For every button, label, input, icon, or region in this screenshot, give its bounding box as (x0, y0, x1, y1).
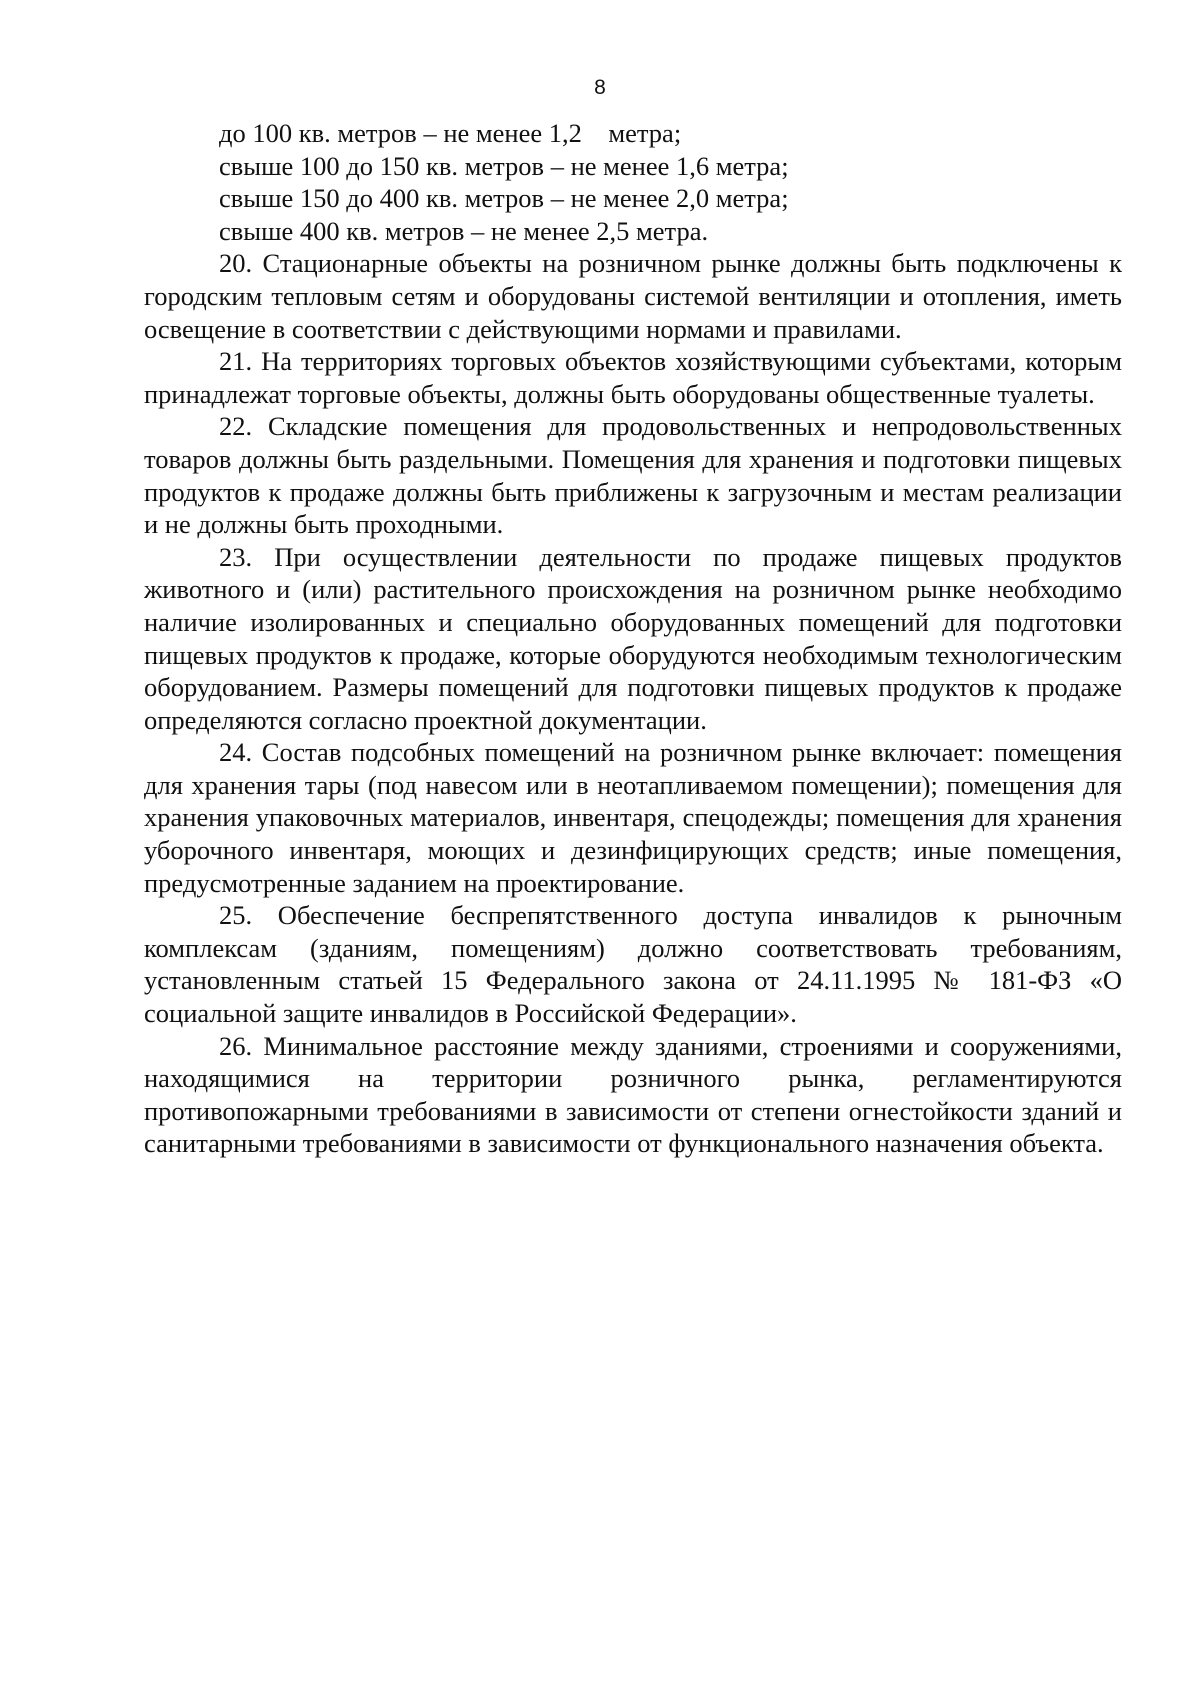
paragraph-22: 22. Складские помещения для продовольственных и непродовольственных товаров должны быть раздельными. Помещения для хранения и подготовки пищевых продуктов к продаже должны быть приближены к загрузочным и местам реализации и не должны быть проходными. (144, 411, 1122, 540)
paragraph-24: 24. Состав подсобных помещений на розничном рынке включает: помещения для хранения тары (под навесом или в неотапливаемом помещении); помещения для хранения упаковочных материалов, инвентаря, спецодежды; помещения для хранения уборочного инвентаря, моющих и дезинфицирующих средств; иные помещения, предусмотренные заданием на проектирование. (144, 737, 1122, 898)
list-line-100-to-150: свыше 100 до 150 кв. метров – не менее 1,6 метра; (219, 150, 789, 181)
page-number: 8 (594, 76, 606, 99)
list-line-over-400: свыше 400 кв. метров – не менее 2,5 метра. (219, 215, 709, 246)
paragraph-23: 23. При осуществлении деятельности по продаже пищевых продуктов животного и (или) растительного происхождения на розничном рынке необходимо наличие изолированных и специально оборудованных помещений для подготовки пищевых продуктов к продаже, которые оборудуются необходимым технологическим оборудованием. Размеры помещений для подготовки пищевых продуктов к продаже определяются согласно проектной документации. (144, 541, 1122, 735)
document-body (144, 117, 1122, 1160)
paragraph-20: 20. Стационарные объекты на розничном рынке должны быть подключены к городским тепловым сетям и оборудованы системой вентиляции и отопления, иметь освещение в соответствии с действующими нормами и правилами. (144, 248, 1122, 344)
paragraph-25: 25. Обеспечение беспрепятственного доступа инвалидов к рыночным комплексам (зданиям, помещениям) должно соответствовать требованиям, установленным статьей 15 Федерального закона от 24.11.1995 № 181-ФЗ «О социальной защите инвалидов в Российской Федерации». (144, 900, 1122, 1029)
list-line-150-to-400: свыше 150 до 400 кв. метров – не менее 2,0 метра; (219, 183, 789, 214)
list-line-up-to-100: до 100 кв. метров – не менее 1,2 метра; (219, 118, 682, 148)
paragraph-26: 26. Минимальное расстояние между зданиями, строениями и сооружениями, находящимися на территории розничного рынка, регламентируются противопожарными требованиями в зависимости от степени огнестойкости зданий и санитарными требованиями в зависимости от функционального назначения объекта. (144, 1030, 1122, 1159)
paragraph-21: 21. На территориях торговых объектов хозяйствующими субъектами, которым принадлежат торговые объекты, должны быть оборудованы общественные туалеты. (144, 346, 1122, 409)
